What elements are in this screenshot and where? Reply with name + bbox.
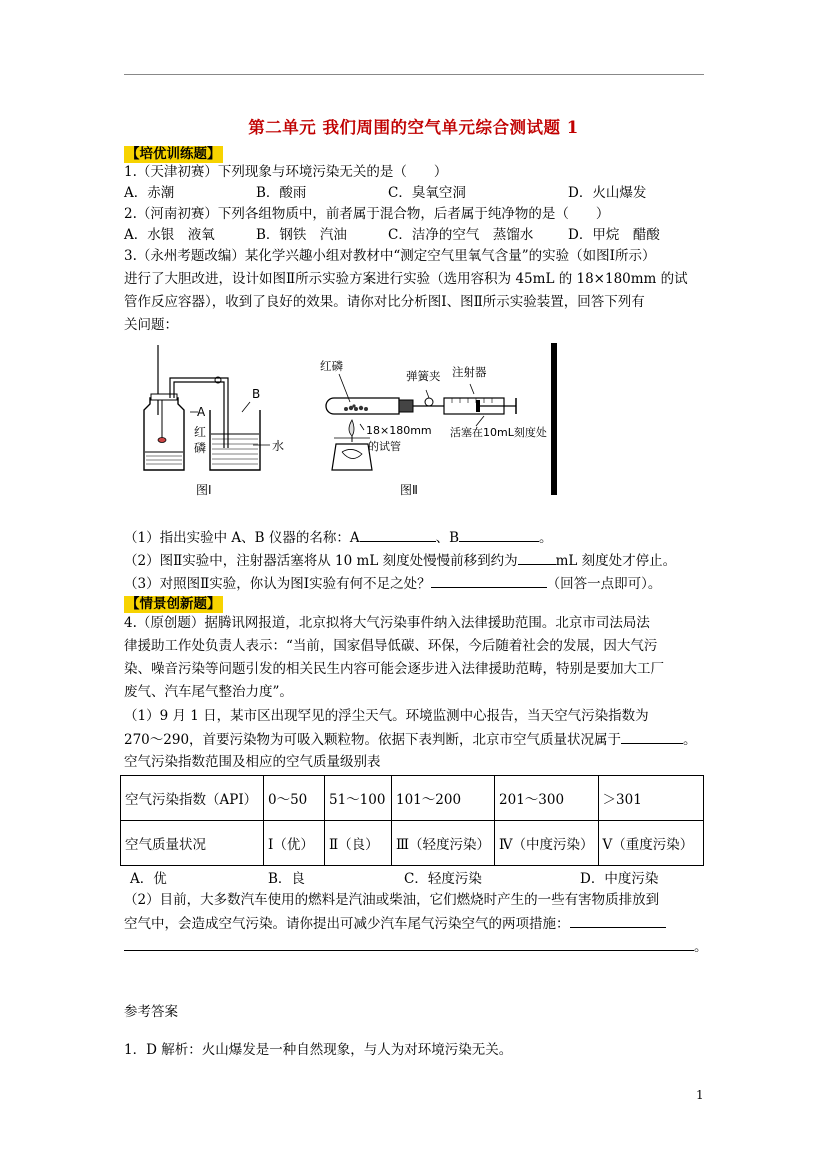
table-row — [121, 821, 704, 866]
fig1-label-phosphorus-2: 磷 — [194, 441, 207, 455]
q3-sub3: （3）对照图Ⅱ实验，你认为图Ⅰ实验有何不足之处？ （回答一点即可）。 — [124, 576, 662, 592]
q2-stem: 2.（河南初赛）下列各组物质中，前者属于混合物，后者属于纯净物的是（ ） — [124, 206, 610, 222]
q4-text-line: 废气、汽车尾气整治力度”。 — [124, 684, 293, 700]
q4-option-a: A．优 — [130, 871, 167, 887]
section-innovation-label: 【情景创新题】 — [126, 596, 221, 612]
table-cell: 51～100 — [325, 776, 392, 821]
fig2-label-piston: 活塞在10mL刻度处 — [450, 426, 547, 439]
q2-option-d: D．甲烷 醋酸 — [568, 227, 660, 243]
q1-option-a: A．赤潮 — [124, 185, 175, 201]
fig2-caption: 图Ⅱ — [400, 483, 418, 497]
table-cell: 空气质量状况 — [121, 821, 264, 866]
q4-option-d: D．中度污染 — [580, 871, 659, 887]
table-cell: Ⅰ（优） — [264, 821, 325, 866]
table-cell: Ⅱ（良） — [325, 821, 392, 866]
q4-option-c: C．轻度污染 — [404, 871, 482, 887]
table-cell: 101～200 — [392, 776, 495, 821]
table-cell: Ⅳ（中度污染） — [495, 821, 599, 866]
q2-option-b: B．钢铁 汽油 — [256, 227, 347, 243]
q1-option-b: B．酸雨 — [256, 185, 307, 201]
api-table — [120, 775, 704, 866]
fig2-label-tube: 的试管 — [368, 440, 401, 453]
q3-text-line: 进行了大胆改进，设计如图Ⅱ所示实验方案进行实验（选用容积为 45mL 的 18×180mm 的试 — [124, 271, 688, 287]
table-row — [121, 776, 704, 821]
q3-text-line: 3.（永州考题改编）某化学兴趣小组对教材中“测定空气里氧气含量”的实验（如图Ⅰ所示） — [124, 248, 656, 264]
q4-sub2-line1: （2）目前，大多数汽车使用的燃料是汽油或柴油，它们燃烧时产生的一些有害物质排放到 — [124, 892, 660, 908]
table-cell: Ⅲ（轻度污染） — [392, 821, 495, 866]
q3-text-line: 管作反应容器），收到了良好的效果。请你对比分析图Ⅰ、图Ⅱ所示实验装置，回答下列有 — [124, 294, 645, 310]
q4-option-b: B．良 — [268, 871, 305, 887]
q1-option-d: D．火山爆发 — [568, 185, 647, 201]
section-training-label: 【培优训练题】 — [126, 146, 221, 162]
q3-sub2: （2）图Ⅱ实验中，注射器活塞将从 10 mL 刻度处慢慢前移到约为 mL 刻度处才停止。 — [124, 553, 677, 569]
table-cell: 201～300 — [495, 776, 599, 821]
answers-heading: 参考答案 — [124, 1004, 178, 1020]
figure-border-bar — [551, 343, 557, 495]
table-cell: ＞301 — [598, 776, 703, 821]
table-caption: 空气污染指数范围及相应的空气质量级别表 — [124, 754, 381, 770]
fig2-label-syringe: 注射器 — [452, 365, 487, 379]
q1-option-c: C．臭氧空洞 — [388, 185, 466, 201]
q4-text-line: 染、噪音污染等问题引发的相关民生内容可能会逐步进入法律援助范畴，特别是要加大工厂 — [124, 661, 664, 677]
q4-text-line: 律援助工作处负责人表示：“当前，国家倡导低碳、环保，今后随着社会的发展，因大气污 — [124, 638, 658, 654]
table-cell: 空气污染指数（API） — [121, 776, 264, 821]
fig2-label-tube-size: 18×180mm — [366, 424, 432, 437]
table-cell: Ⅴ（重度污染） — [598, 821, 703, 866]
fig1-label-water: 水 — [272, 439, 285, 453]
apparatus-figure — [124, 340, 564, 500]
q4-sub1-line2: 270～290，首要污染物为可吸入颗粒物。依据下表判断，北京市空气质量状况属于 。 — [124, 732, 697, 748]
q4-sub1-line1: （1）9 月 1 日，某市区出现罕见的浮尘天气。环境监测中心报告，当天空气污染指数为 — [124, 708, 649, 724]
fig1-caption: 图Ⅰ — [196, 483, 212, 497]
table-cell: 0～50 — [264, 776, 325, 821]
header-rule — [124, 74, 704, 75]
fig2-label-clip: 弹簧夹 — [406, 369, 441, 383]
q4-text-line: 4.（原创题）据腾讯网报道，北京拟将大气污染事件纳入法律援助范围。北京市司法局法 — [124, 615, 650, 631]
q2-option-c: C．洁净的空气 蒸馏水 — [388, 227, 534, 243]
answer-1: 1．D 解析：火山爆发是一种自然现象，与人为对环境污染无关。 — [124, 1042, 513, 1058]
q1-stem: 1.（天津初赛）下列现象与环境污染无关的是（ ） — [124, 164, 448, 180]
fig1-label-b: B — [252, 387, 261, 401]
page-number: 1 — [696, 1088, 704, 1102]
q4-sub2-line2: 空气中，会造成空气污染。请你提出可减少汽车尾气污染空气的两项措施： — [124, 914, 666, 933]
q3-text-line: 关问题： — [124, 317, 178, 333]
q2-option-a: A．水银 液氧 — [124, 227, 215, 243]
page-title: 第二单元 我们周围的空气单元综合测试题 1 — [248, 118, 579, 137]
fig1-label-phosphorus-1: 红 — [194, 425, 207, 439]
q3-sub1: （1）指出实验中 A、B 仪器的名称：A 、B 。 — [124, 530, 553, 546]
q4-sub2-line3: 。 — [124, 937, 708, 956]
fig1-label-a: A — [197, 405, 206, 419]
fig2-label-phosphorus: 红磷 — [320, 359, 343, 373]
